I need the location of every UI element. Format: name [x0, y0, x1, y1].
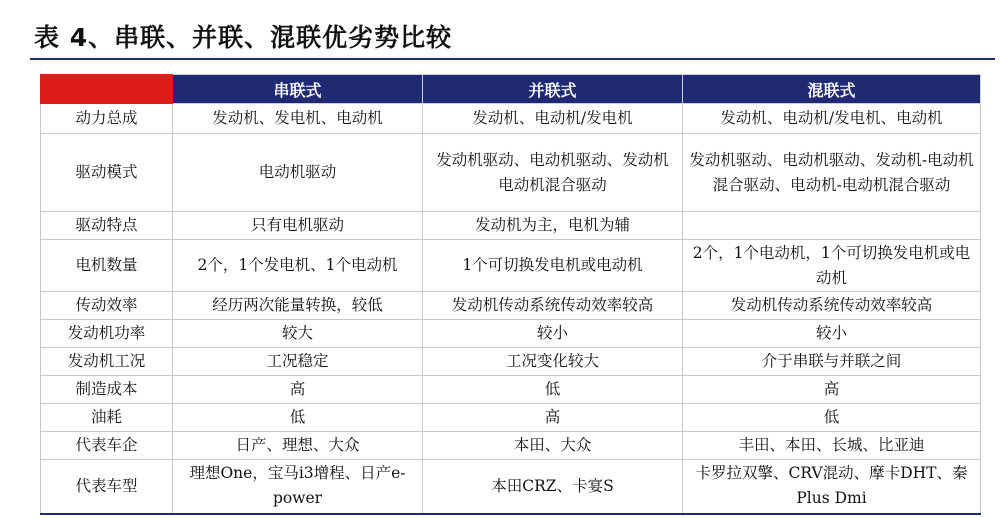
- table-row: [41, 212, 981, 240]
- row-label: 代表车企: [41, 432, 173, 460]
- row-label: 动力总成: [41, 104, 173, 134]
- cell-hybrid: 发动机、电动机/发电机、电动机: [683, 104, 981, 134]
- cell-parallel: 发动机为主，电机为辅: [423, 212, 683, 240]
- row-label: 电机数量: [41, 240, 173, 292]
- cell-parallel: 发动机传动系统传动效率较高: [423, 292, 683, 320]
- header-corner: [41, 75, 173, 104]
- header-hybrid: 混联式: [683, 75, 981, 104]
- table-row: [41, 376, 981, 404]
- row-label: 驱动模式: [41, 134, 173, 212]
- cell-hybrid: 较小: [683, 320, 981, 348]
- table-row: [41, 348, 981, 376]
- cell-hybrid: 低: [683, 404, 981, 432]
- row-label: 制造成本: [41, 376, 173, 404]
- cell-hybrid: 高: [683, 376, 981, 404]
- cell-series: 2个，1个发电机、1个电动机: [173, 240, 423, 292]
- cell-series: 高: [173, 376, 423, 404]
- cell-series: 只有电机驱动: [173, 212, 423, 240]
- cell-series: 经历两次能量转换，较低: [173, 292, 423, 320]
- header-series: 串联式: [173, 75, 423, 104]
- cell-hybrid: [683, 212, 981, 240]
- cell-parallel: 本田、大众: [423, 432, 683, 460]
- cell-parallel: 高: [423, 404, 683, 432]
- cell-parallel: 发动机驱动、电动机驱动、发动机电动机混合驱动: [423, 134, 683, 212]
- cell-hybrid: 介于串联与并联之间: [683, 348, 981, 376]
- table-row: [41, 460, 981, 514]
- table-row: [41, 404, 981, 432]
- row-label: 油耗: [41, 404, 173, 432]
- title-underline: [30, 58, 995, 60]
- table-row: [41, 134, 981, 212]
- table-row: [41, 292, 981, 320]
- cell-parallel: 低: [423, 376, 683, 404]
- cell-series: 工况稳定: [173, 348, 423, 376]
- cell-hybrid: 2个，1个电动机，1个可切换发电机或电动机: [683, 240, 981, 292]
- cell-hybrid: 发动机驱动、电动机驱动、发动机-电动机混合驱动、电动机-电动机混合驱动: [683, 134, 981, 212]
- cell-parallel: 较小: [423, 320, 683, 348]
- cell-parallel: 发动机、电动机/发电机: [423, 104, 683, 134]
- table-row: [41, 320, 981, 348]
- row-label: 发动机工况: [41, 348, 173, 376]
- cell-hybrid: 卡罗拉双擎、CRV混动、摩卡DHT、秦Plus Dmi: [683, 460, 981, 514]
- row-label: 代表车型: [41, 460, 173, 514]
- cell-series: 发动机、发电机、电动机: [173, 104, 423, 134]
- row-label: 发动机功率: [41, 320, 173, 348]
- header-row: [41, 75, 981, 104]
- table-row: [41, 432, 981, 460]
- cell-parallel: 工况变化较大: [423, 348, 683, 376]
- table-title: 表 4、串联、并联、混联优劣势比较: [34, 23, 453, 52]
- cell-hybrid: 丰田、本田、长城、比亚迪: [683, 432, 981, 460]
- header-parallel: 并联式: [423, 75, 683, 104]
- table-row: [41, 104, 981, 134]
- comparison-table: [40, 74, 981, 515]
- cell-series: 电动机驱动: [173, 134, 423, 212]
- cell-parallel: 本田CRZ、卡宴S: [423, 460, 683, 514]
- cell-hybrid: 发动机传动系统传动效率较高: [683, 292, 981, 320]
- row-label: 驱动特点: [41, 212, 173, 240]
- cell-series: 较大: [173, 320, 423, 348]
- cell-series: 日产、理想、大众: [173, 432, 423, 460]
- table-row: [41, 240, 981, 292]
- cell-series: 低: [173, 404, 423, 432]
- cell-series: 理想One，宝马i3增程、日产e-power: [173, 460, 423, 514]
- row-label: 传动效率: [41, 292, 173, 320]
- cell-parallel: 1个可切换发电机或电动机: [423, 240, 683, 292]
